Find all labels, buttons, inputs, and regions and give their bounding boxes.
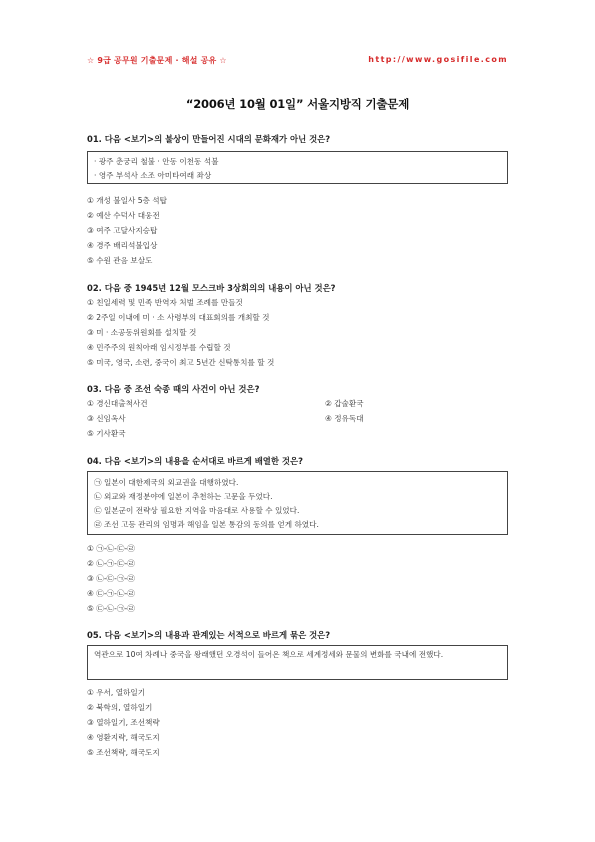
example-line: ㉣ 조선 고등 관리의 임명과 해임을 일본 통감의 동의를 얻게 하였다. [94, 520, 319, 529]
page-header [87, 55, 508, 67]
question-1: 01. 다음 <보기>의 불상이 만들어진 시대의 문화재가 아닌 것은? [87, 134, 331, 144]
q2-option-2[interactable]: ② 2주일 이내에 미 · 소 사령부의 대표회의를 개최할 것 [87, 313, 270, 322]
q1-option-5[interactable]: ⑤ 수원 관음 보살도 [87, 256, 153, 265]
q2-option-3[interactable]: ③ 미 · 소공동위원회를 설치할 것 [87, 328, 197, 337]
q3-option-4[interactable]: ④ 정유독대 [325, 414, 364, 423]
exam-title: “2006년 10월 01일” 서울지방직 기출문제 [185, 97, 410, 111]
question-4-example-box [87, 471, 508, 535]
question-2: 02. 다음 중 1945년 12월 모스크바 3상회의의 내용이 아닌 것은? [87, 283, 336, 293]
q3-option-1[interactable]: ① 경신대출척사건 [87, 399, 148, 408]
question-5-example-box [87, 645, 508, 680]
example-paragraph: 역관으로 10여 차례나 중국을 왕래했던 오경석이 들어온 책으로 세계정세와 문물의 변화를 국내에 전했다. [94, 650, 444, 659]
q2-option-5[interactable]: ⑤ 미국, 영국, 소련, 중국이 최고 5년간 신탁통치를 할 것 [87, 358, 275, 367]
q4-option-1[interactable]: ① ㉠-㉡-㉢-㉣ [87, 544, 135, 553]
q3-option-5[interactable]: ⑤ 기사환국 [87, 429, 126, 438]
question-4: 04. 다음 <보기>의 내용을 순서대로 바르게 배열한 것은? [87, 456, 303, 466]
q3-option-3[interactable]: ③ 신임옥사 [87, 414, 126, 423]
q1-option-1[interactable]: ① 개성 불일사 5층 석탑 [87, 196, 167, 205]
question-3: 03. 다음 중 조선 숙종 때의 사건이 아닌 것은? [87, 384, 260, 394]
header-tagline: ☆ 9급 공무원 기출문제 · 해설 공유 ☆ [87, 56, 227, 65]
q4-option-2[interactable]: ② ㉡-㉠-㉢-㉣ [87, 559, 135, 568]
q2-option-4[interactable]: ④ 민주주의 원칙아래 임시정부를 수립할 것 [87, 343, 231, 352]
example-line: ㉠ 일본이 대한제국의 외교권을 대행하였다. [94, 478, 239, 487]
q3-option-2[interactable]: ② 갑술환국 [325, 399, 364, 408]
q1-option-2[interactable]: ② 예산 수덕사 대웅전 [87, 211, 160, 220]
example-line: · 영주 부석사 소조 아미타여래 좌상 [94, 171, 212, 180]
q5-option-1[interactable]: ① 우서, 열하일기 [87, 688, 146, 697]
q5-option-3[interactable]: ③ 열하일기, 조선책략 [87, 718, 160, 727]
q4-option-3[interactable]: ③ ㉡-㉢-㉠-㉣ [87, 574, 135, 583]
example-line: · 광주 춘궁리 철불 · 안동 이천동 석불 [94, 157, 219, 166]
question-5: 05. 다음 <보기>의 내용과 관계있는 서적으로 바르게 묶은 것은? [87, 630, 331, 640]
q1-option-4[interactable]: ④ 경주 배리석불입상 [87, 241, 158, 250]
q1-option-3[interactable]: ③ 여주 고달사지승탑 [87, 226, 158, 235]
q5-option-4[interactable]: ④ 영환지략, 해국도지 [87, 733, 160, 742]
q4-option-4[interactable]: ④ ㉢-㉠-㉡-㉣ [87, 589, 135, 598]
header-url-link[interactable]: http://www.gosifile.com [368, 55, 508, 64]
q5-option-2[interactable]: ② 북학의, 열하일기 [87, 703, 153, 712]
q4-option-5[interactable]: ⑤ ㉢-㉡-㉠-㉣ [87, 604, 135, 613]
q5-option-5[interactable]: ⑤ 조선책략, 해국도지 [87, 748, 160, 757]
q2-option-1[interactable]: ① 친일세력 및 민족 반역자 처벌 조례를 만들것 [87, 298, 243, 307]
example-line: ㉡ 외교와 재정분야에 일본이 추천하는 고문을 두었다. [94, 492, 273, 501]
example-line: ㉢ 일본군이 전략상 필요한 지역을 마음대로 사용할 수 있었다. [94, 506, 300, 515]
question-1-example-box [87, 151, 508, 184]
